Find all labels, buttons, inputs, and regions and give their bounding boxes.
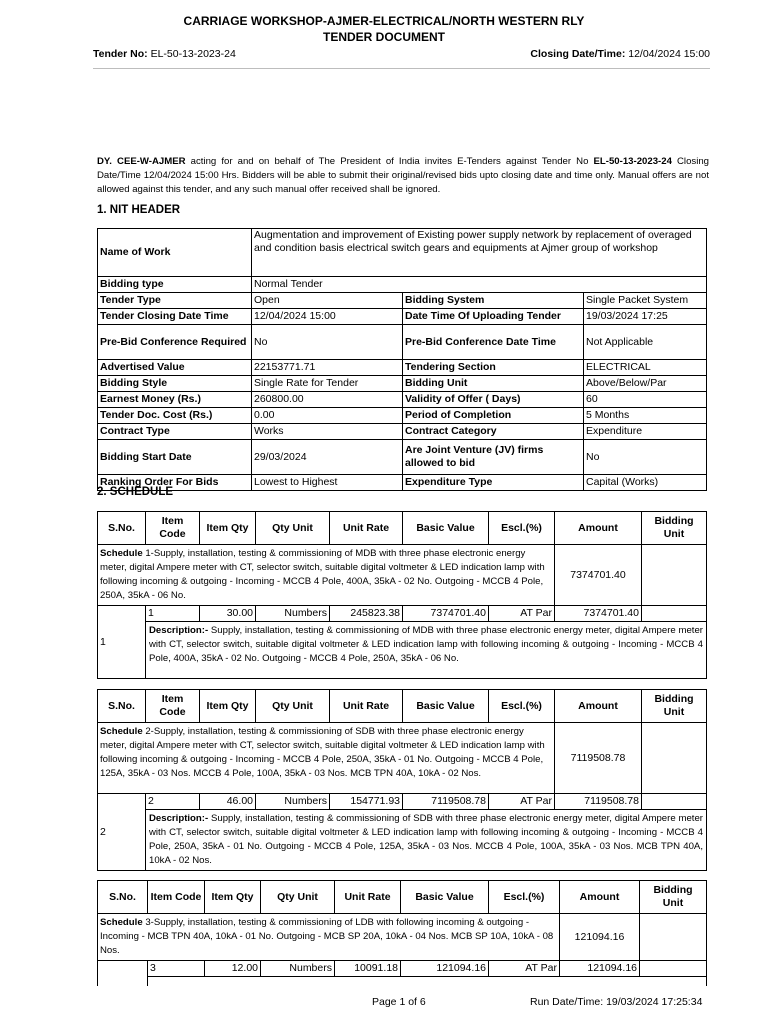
- schedule-header-row: [98, 690, 707, 723]
- col-header-item-code: Item Code: [148, 881, 205, 914]
- schedule-table-3: [97, 880, 707, 986]
- nit-value: No: [252, 325, 403, 360]
- description-row: [98, 810, 707, 871]
- schedule-table-2: [97, 689, 707, 871]
- col-header-escl: Escl.(%): [489, 881, 560, 914]
- schedule-summary-row: [98, 914, 707, 961]
- schedule-table-3-clip: [0, 880, 768, 986]
- closing-date-value: 12/04/2024 15:00: [628, 48, 710, 60]
- col-header-bidding-unit: Bidding Unit: [640, 881, 707, 914]
- item-description: [148, 977, 707, 987]
- description-label: Description:-: [149, 813, 209, 824]
- col-header-qty-unit: Qty Unit: [261, 881, 335, 914]
- row-basic-value: 7119508.78: [403, 794, 489, 810]
- intro-paragraph: [97, 155, 709, 197]
- row-sno: 2: [98, 794, 146, 871]
- schedule-text: [98, 545, 555, 606]
- schedule-header-row: [98, 512, 707, 545]
- nit-row-bidding-type: [98, 277, 707, 293]
- table-row: [98, 961, 707, 977]
- schedule-label: Schedule: [100, 726, 143, 737]
- description-text: Supply, installation, testing & commissioning of SDB with three phase electronic energy meter, digital Ampere meter with CT, selector switch, suitable digital voltmeter & LED indication lamp with following incoming & outgoing - Incoming - MCCB 4 Pole, 250A, 35kA - 01 No. Outgoing - MCCB 4 Pole, 125A, 35kA - 03 Nos. MCCB 4 Pole, 100A, 35kA - 03 Nos. MCB TPN 40A, 10kA - 02 Nos.: [149, 813, 703, 866]
- nit-label: Validity of Offer ( Days): [403, 392, 584, 408]
- nit-label: Advertised Value: [98, 360, 252, 376]
- item-description: [146, 810, 707, 871]
- description-text: Supply, installation, testing & commissioning of MDB with three phase electronic energy meter, digital Ampere meter with CT, selector switch, suitable digital voltmeter & LED indication lamp with following incoming & outgoing - Incoming - MCCB 4 Pole, 400A, 35kA - 02 No. Outgoing - MCCB 4 Pole, 250A, 35kA - 06 No.: [149, 625, 703, 664]
- row-qty-unit: Numbers: [256, 794, 330, 810]
- col-header-escl: Escl.(%): [489, 690, 555, 723]
- intro-text-1: acting for and on behalf of The President of India invites E-Tenders against Tender No: [185, 156, 594, 167]
- schedule-label: Schedule: [100, 917, 143, 928]
- nit-value: 5 Months: [584, 408, 707, 424]
- run-date-time: [530, 996, 702, 1008]
- col-header-item-qty: Item Qty: [200, 512, 256, 545]
- nit-label: Tender Type: [98, 293, 252, 309]
- col-header-basic-value: Basic Value: [401, 881, 489, 914]
- run-date-label: Run Date/Time:: [530, 996, 604, 1008]
- table-row: [98, 794, 707, 810]
- nit-value: 29/03/2024: [252, 440, 403, 475]
- nit-row: [98, 293, 707, 309]
- schedule-description: 1-Supply, installation, testing & commissioning of MDB with three phase electronic energy meter, digital Ampere meter with CT, selector switch, suitable digital voltmeter & LED indication lamp with following incoming & outgoing - Incoming - MCCB 4 Pole, 400A, 35kA - 02 No. Outgoing - MCCB 4 Pole, 250A, 35kA - 06 No.: [100, 548, 545, 601]
- nit-label: Tender Closing Date Time: [98, 309, 252, 325]
- row-unit-rate: 245823.38: [330, 606, 403, 622]
- nit-row: [98, 408, 707, 424]
- schedule-header-row: [98, 881, 707, 914]
- nit-label: Bidding Unit: [403, 376, 584, 392]
- nit-row: [98, 325, 707, 360]
- nit-row: [98, 376, 707, 392]
- row-basic-value: 121094.16: [401, 961, 489, 977]
- nit-value: Works: [252, 424, 403, 440]
- row-item-qty: 30.00: [200, 606, 256, 622]
- nit-value: Single Packet System: [584, 293, 707, 309]
- row-sno: 1: [98, 606, 146, 679]
- nit-label: Tender Doc. Cost (Rs.): [98, 408, 252, 424]
- row-item-code: 1: [146, 606, 200, 622]
- intro-tender-no: EL-50-13-2023-24: [593, 156, 672, 167]
- col-header-item-code: Item Code: [146, 512, 200, 545]
- nit-row: [98, 392, 707, 408]
- nit-label: Ranking Order For Bids: [98, 475, 252, 491]
- row-item-code: 3: [148, 961, 205, 977]
- nit-label: Pre-Bid Conference Date Time: [403, 325, 584, 360]
- schedule-description: 3-Supply, installation, testing & commissioning of LDB with following incoming & outgoing - Incoming - MCB TPN 40A, 10kA - 01 No. Outgoing - MCB SP 20A, 10kA - 04 Nos. MCB SP 10A, 10kA - 08 Nos.: [100, 917, 554, 956]
- col-header-unit-rate: Unit Rate: [330, 690, 403, 723]
- col-header-item-code: Item Code: [146, 690, 200, 723]
- header-divider: [93, 68, 710, 69]
- col-header-unit-rate: Unit Rate: [335, 881, 401, 914]
- col-header-amount: Amount: [555, 512, 642, 545]
- row-qty-unit: Numbers: [261, 961, 335, 977]
- col-header-basic-value: Basic Value: [403, 512, 489, 545]
- col-header-qty-unit: Qty Unit: [256, 690, 330, 723]
- nit-label: Period of Completion: [403, 408, 584, 424]
- nit-row: [98, 309, 707, 325]
- row-item-code: 2: [146, 794, 200, 810]
- col-header-amount: Amount: [555, 690, 642, 723]
- table-row: [98, 606, 707, 622]
- col-header-sno: S.No.: [98, 690, 146, 723]
- col-header-qty-unit: Qty Unit: [256, 512, 330, 545]
- tender-info-row: [93, 48, 710, 60]
- row-unit-rate: 154771.93: [330, 794, 403, 810]
- description-row: [98, 977, 707, 987]
- nit-label: Are Joint Venture (JV) firms allowed to bid: [403, 440, 584, 475]
- nit-label: Bidding Style: [98, 376, 252, 392]
- row-bidding-unit: [640, 961, 707, 977]
- nit-value: Augmentation and improvement of Existing power supply network by replacement of overaged and condition basis electrical switch gears and equipments at Ajmer group of workshop: [252, 229, 707, 277]
- nit-value: Not Applicable: [584, 325, 707, 360]
- document-title: CARRIAGE WORKSHOP-AJMER-ELECTRICAL/NORTH WESTERN RLY: [183, 14, 585, 28]
- nit-label: Pre-Bid Conference Required: [98, 325, 252, 360]
- nit-value: Capital (Works): [584, 475, 707, 491]
- nit-value: Above/Below/Par: [584, 376, 707, 392]
- closing-date: [530, 48, 710, 60]
- nit-table: [97, 228, 707, 491]
- nit-row: [98, 440, 707, 475]
- schedule-text: [98, 914, 560, 961]
- nit-row-name-of-work: [98, 229, 707, 277]
- col-header-bidding-unit: Bidding Unit: [642, 512, 707, 545]
- nit-value: Open: [252, 293, 403, 309]
- nit-value: ELECTRICAL: [584, 360, 707, 376]
- schedule-bidding-unit: [642, 723, 707, 794]
- row-escl: AT Par: [489, 961, 560, 977]
- nit-value: Normal Tender: [252, 277, 707, 293]
- nit-value: 0.00: [252, 408, 403, 424]
- nit-row: [98, 360, 707, 376]
- row-amount: 121094.16: [560, 961, 640, 977]
- col-header-item-qty: Item Qty: [205, 881, 261, 914]
- intro-text-2: Closing Date/Time 12/04/2024 15:00 Hrs. Bidders will be able to submit their original/revised bids upto closing date and time only. Manual offers are not allowed against this tender, and any such manual offer received shall be ignored.: [97, 156, 710, 195]
- row-item-qty: 12.00: [205, 961, 261, 977]
- nit-label: Tendering Section: [403, 360, 584, 376]
- nit-value: 19/03/2024 17:25: [584, 309, 707, 325]
- nit-value: 12/04/2024 15:00: [252, 309, 403, 325]
- schedule-amount: 7374701.40: [555, 545, 642, 606]
- schedule-summary-row: [98, 545, 707, 606]
- nit-value: Single Rate for Tender: [252, 376, 403, 392]
- nit-value: 60: [584, 392, 707, 408]
- nit-label: Earnest Money (Rs.): [98, 392, 252, 408]
- schedule-heading: 2. SCHEDULE: [97, 486, 174, 498]
- tender-no-value: EL-50-13-2023-24: [150, 48, 236, 60]
- row-sno: [98, 961, 148, 987]
- row-unit-rate: 10091.18: [335, 961, 401, 977]
- nit-label: Date Time Of Uploading Tender: [403, 309, 584, 325]
- col-header-bidding-unit: Bidding Unit: [642, 690, 707, 723]
- nit-value: Lowest to Highest: [252, 475, 403, 491]
- page-number: Page 1 of 6: [372, 996, 426, 1008]
- nit-value: 22153771.71: [252, 360, 403, 376]
- col-header-sno: S.No.: [98, 512, 146, 545]
- row-basic-value: 7374701.40: [403, 606, 489, 622]
- tender-no-label: Tender No:: [93, 48, 148, 60]
- nit-value: No: [584, 440, 707, 475]
- schedule-description: 2-Supply, installation, testing & commissioning of SDB with three phase electronic energy meter, digital Ampere meter with CT, selector switch, suitable digital voltmeter & LED indication lamp with following incoming & outgoing - Incoming - MCCB 4 Pole, 250A, 35kA - 01 No. Outgoing - MCCB 4 Pole, 125A, 35kA - 03 Nos. MCCB 4 Pole, 100A, 35kA - 03 Nos. MCB TPN 40A, 10kA - 02 Nos.: [100, 726, 545, 779]
- schedule-text: [98, 723, 555, 794]
- schedule-label: Schedule: [100, 548, 143, 559]
- schedule-summary-row: [98, 723, 707, 794]
- nit-label: Expenditure Type: [403, 475, 584, 491]
- schedule-bidding-unit: [642, 545, 707, 606]
- col-header-basic-value: Basic Value: [403, 690, 489, 723]
- item-description: [146, 622, 707, 679]
- schedule-bidding-unit: [640, 914, 707, 961]
- nit-label: Bidding type: [98, 277, 252, 293]
- closing-date-label: Closing Date/Time:: [530, 48, 626, 60]
- nit-label: Name of Work: [98, 229, 252, 277]
- description-row: [98, 622, 707, 679]
- description-label: Description:-: [149, 625, 209, 636]
- col-header-unit-rate: Unit Rate: [330, 512, 403, 545]
- nit-label: Contract Type: [98, 424, 252, 440]
- nit-row: [98, 424, 707, 440]
- row-escl: AT Par: [489, 794, 555, 810]
- nit-label: Bidding System: [403, 293, 584, 309]
- intro-authority: DY. CEE-W-AJMER: [97, 156, 186, 167]
- nit-value: 260800.00: [252, 392, 403, 408]
- nit-label: Contract Category: [403, 424, 584, 440]
- col-header-item-qty: Item Qty: [200, 690, 256, 723]
- col-header-escl: Escl.(%): [489, 512, 555, 545]
- row-bidding-unit: [642, 606, 707, 622]
- nit-label: Bidding Start Date: [98, 440, 252, 475]
- row-qty-unit: Numbers: [256, 606, 330, 622]
- row-amount: 7119508.78: [555, 794, 642, 810]
- row-item-qty: 46.00: [200, 794, 256, 810]
- schedule-table-1: [97, 511, 707, 679]
- row-escl: AT Par: [489, 606, 555, 622]
- nit-heading: 1. NIT HEADER: [97, 204, 181, 216]
- document-subtitle: TENDER DOCUMENT: [323, 30, 445, 44]
- nit-row: [98, 475, 707, 491]
- run-date-value: 19/03/2024 17:25:34: [606, 996, 703, 1008]
- nit-value: Expenditure: [584, 424, 707, 440]
- col-header-amount: Amount: [560, 881, 640, 914]
- schedule-amount: 7119508.78: [555, 723, 642, 794]
- row-bidding-unit: [642, 794, 707, 810]
- row-amount: 7374701.40: [555, 606, 642, 622]
- col-header-sno: S.No.: [98, 881, 148, 914]
- schedule-amount: 121094.16: [560, 914, 640, 961]
